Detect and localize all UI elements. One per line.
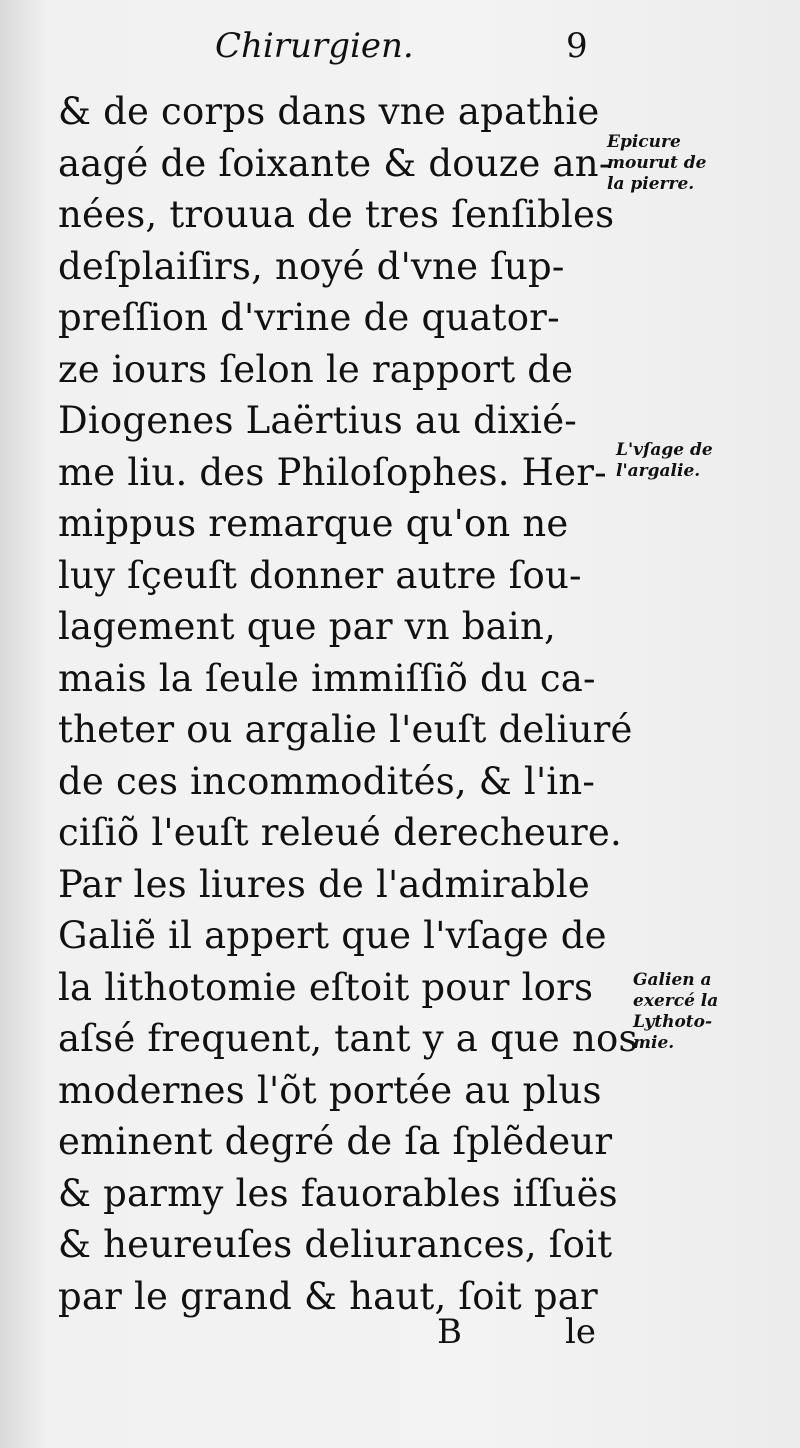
margin-note-epicure bbox=[607, 132, 706, 195]
text-line: aſsé frequent, tant y a que nos bbox=[58, 1017, 638, 1060]
text-line: me liu. des Philoſophes. Her- bbox=[58, 450, 607, 494]
text-line: mippus remarque qu'on ne bbox=[58, 502, 569, 545]
margin-note-line: L'vſage de bbox=[616, 440, 713, 460]
text-line: nées, trouua de tres ſenſibles bbox=[58, 193, 615, 236]
text-line: de ces incommodités, & l'in- bbox=[58, 759, 596, 803]
text-line: la lithotomie eſtoit pour lors bbox=[58, 965, 594, 1009]
text-line: preſſion d'vrine de quator- bbox=[58, 296, 560, 339]
signature-mark: B bbox=[437, 1312, 462, 1352]
text-line: Galiẽ il appert que l'vſage de bbox=[58, 914, 607, 957]
text-line: theter ou argalie l'euſt deliuré bbox=[58, 708, 633, 751]
text-line: & heureuſes deliurances, ſoit bbox=[58, 1223, 613, 1266]
body-text bbox=[58, 86, 638, 1322]
margin-note-line: Lythoto- bbox=[633, 1012, 713, 1032]
text-line: aagé de ſoixante & douze an- bbox=[58, 141, 612, 185]
margin-note-line: Epicure bbox=[607, 132, 681, 152]
text-line: modernes l'õt portée au plus bbox=[58, 1068, 602, 1112]
margin-note-line: la pierre. bbox=[607, 174, 695, 194]
text-line: Diogenes Laërtius au dixié- bbox=[58, 399, 577, 442]
text-line: & de corps dans vne apathie bbox=[58, 90, 600, 133]
text-line: deſplaiſirs, noyé d'vne ſup- bbox=[58, 244, 565, 288]
text-line: luy ſçeuſt donner autre ſou- bbox=[58, 553, 582, 597]
catchword: le bbox=[565, 1312, 596, 1352]
margin-note-line: Galien a bbox=[633, 970, 712, 990]
margin-note-line: exercé la bbox=[633, 991, 719, 1011]
text-line: lagement que par vn bain, bbox=[58, 605, 556, 648]
margin-note-line: mourut de bbox=[607, 153, 707, 173]
text-line: eminent degré de ſa ſplẽdeur bbox=[58, 1120, 613, 1163]
margin-note-argalie bbox=[616, 440, 713, 482]
text-line: ciſiõ l'euſt releué derecheure. bbox=[58, 811, 622, 854]
page-number: 9 bbox=[566, 26, 588, 66]
margin-note-line: l'argalie. bbox=[616, 461, 701, 481]
text-line: mais la ſeule immiſſiõ du ca- bbox=[58, 656, 596, 700]
running-title: Chirurgien. bbox=[215, 26, 414, 66]
text-line: Par les liures de l'admirable bbox=[58, 862, 591, 906]
text-line: par le grand & haut, ſoit par bbox=[58, 1274, 598, 1318]
margin-note-line: mie. bbox=[633, 1033, 675, 1053]
margin-note-galien bbox=[633, 970, 718, 1054]
text-line: ze iours ſelon le rapport de bbox=[58, 347, 574, 391]
text-line: & parmy les fauorables iſſuës bbox=[58, 1171, 618, 1215]
